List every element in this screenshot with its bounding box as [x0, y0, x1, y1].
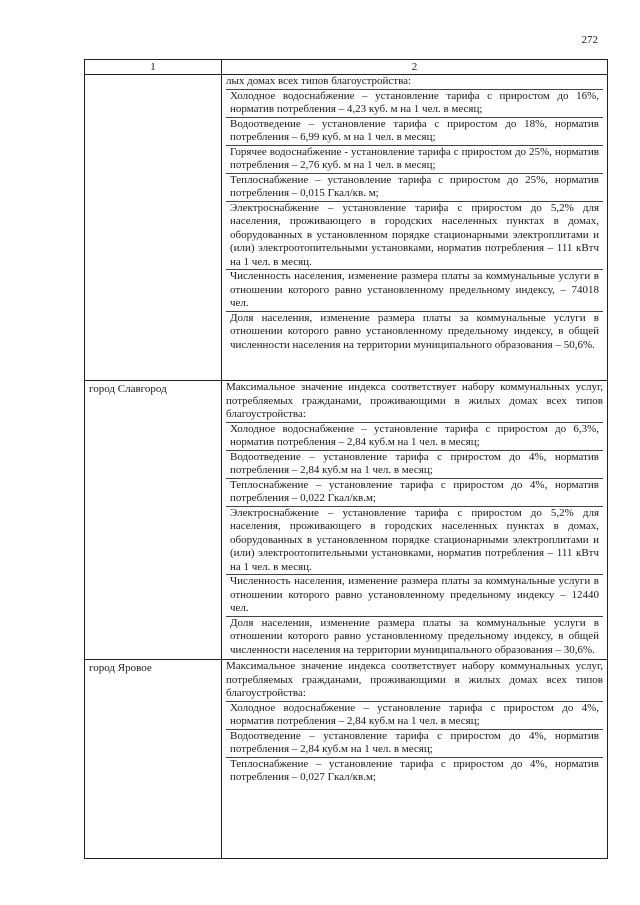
paragraph: Теплоснабжение – установление тарифа с приростом до 25%, норматив потребления – 0,015 Гкал/кв. м; — [226, 173, 603, 201]
paragraph: Холодное водоснабжение – установление тарифа с приростом до 4%, норматив потребления – 2,84 куб.м на 1 чел. в месяц; — [226, 701, 603, 729]
paragraph: лых домах всех типов благоустройства: — [226, 75, 412, 87]
paragraph: Водоотведение – установление тарифа с приростом до 4%, норматив потребления – 2,84 куб.м на 1 чел. в месяц; — [226, 450, 603, 478]
municipality-cell: город Славгород — [85, 381, 222, 660]
description-cell — [222, 381, 608, 660]
paragraph: Теплоснабжение – установление тарифа с приростом до 4%, норматив потребления – 0,022 Гкал/кв.м; — [226, 478, 603, 506]
page-number: 272 — [581, 34, 598, 46]
paragraph: Холодное водоснабжение – установление тарифа с приростом до 16%, норматив потребления – 4,23 куб. м на 1 чел. в месяц; — [226, 89, 603, 117]
paragraph: Горячее водоснабжение - установление тарифа с приростом до 25%, норматив потребления – 2,76 куб. м на 1 чел. в месяц; — [226, 145, 603, 173]
paragraph: Численность населения, изменение размера платы за коммунальные услуги в отношении которого равно установленному предельному индексу – 12440 чел. — [226, 574, 603, 616]
paragraph: Электроснабжение – установление тарифа с приростом до 5,2% для населения, проживающего в городских населенных пунктах в домах, оборудованных в установленном порядке стационарными электроплитами и (или) электроотопительными установками, норматив потребления – 111 кВтч на 1 чел. в месяц. — [226, 201, 603, 270]
table-header-row — [85, 60, 608, 75]
paragraph: Водоотведение – установление тарифа с приростом до 18%, норматив потребления – 6,99 куб. м на 1 чел. в месяц; — [226, 117, 603, 145]
description-cell — [222, 75, 608, 381]
paragraph: Доля населения, изменение размера платы за коммунальные услуги в отношении которого равно установленному предельному индексу, в общей численности населения на территории муниципального образования – 50,6%. — [226, 311, 603, 353]
column-header-2: 2 — [222, 60, 608, 75]
paragraph: Численность населения, изменение размера платы за коммунальные услуги в отношении которого равно установленному предельному индексу, – 74018 чел. — [226, 269, 603, 311]
table-row — [85, 75, 608, 381]
column-header-1: 1 — [85, 60, 222, 75]
table-row — [85, 381, 608, 660]
description-cell — [222, 660, 608, 859]
paragraph: Доля населения, изменение размера платы за коммунальные услуги в отношении которого равно установленному предельному индексу, в общей численности населения на территории муниципального образования – 30,6%. — [226, 616, 603, 658]
paragraph: Водоотведение – установление тарифа с приростом до 4%, норматив потребления – 2,84 куб.м на 1 чел. в месяц; — [226, 729, 603, 757]
paragraph: Теплоснабжение – установление тарифа с приростом до 4%, норматив потребления – 0,027 Гкал/кв.м; — [226, 757, 603, 785]
paragraph: Электроснабжение – установление тарифа с приростом до 5,2% для населения, проживающего в городских населенных пунктах в домах, оборудованных в установленном порядке стационарными электроплитами и (или) электроотопительными установками, норматив потребления – 111 кВтч на 1 чел. в месяц. — [226, 506, 603, 575]
paragraph: Максимальное значение индекса соответствует набору коммунальных услуг, потребляемых гражданами, проживающими в жилых домах всех типов благоустройства: — [226, 660, 603, 699]
table-row — [85, 660, 608, 859]
municipality-cell — [85, 75, 222, 381]
paragraph: Холодное водоснабжение – установление тарифа с приростом до 6,3%, норматив потребления – 2,84 куб.м на 1 чел. в месяц; — [226, 422, 603, 450]
municipality-cell: город Яровое — [85, 660, 222, 859]
paragraph: Максимальное значение индекса соответствует набору коммунальных услуг, потребляемых гражданами, проживающими в жилых домах всех типов благоустройства: — [226, 381, 603, 420]
tariff-table — [84, 59, 608, 859]
